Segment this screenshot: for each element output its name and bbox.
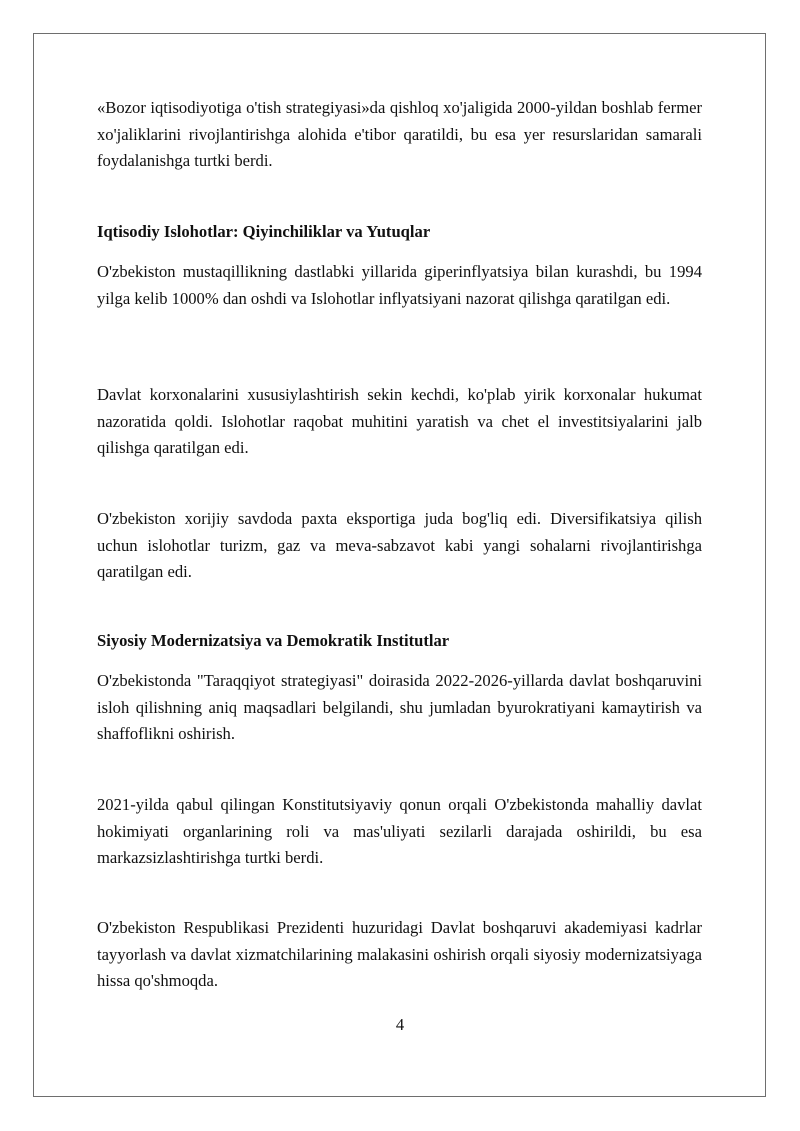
paragraph-public-administration-academy: O'zbekiston Respublikasi Prezidenti huzuridagi Davlat boshqaruvi akademiyasi kadrlar tayyorlash va davlat xizmatchilarining malakasini oshirish orqali siyosiy modernizatsiyaga hissa qo'shmoqda.: [97, 918, 702, 990]
paragraph-development-strategy: O'zbekistonda "Taraqqiyot strategiyasi" doirasida 2022-2026-yillarda davlat boshqaruvini isloh qilishning aniq maqsadlari belgilandi, shu jumladan byurokratiyani kamaytirish va shaffoflikni oshirish.: [97, 671, 702, 743]
paragraph-trade-diversification: O'zbekiston xorijiy savdoda paxta eksportiga juda bog'liq edi. Diversifikatsiya qilish uchun islohotlar turizm, gaz va meva-sabzavot kabi yangi sohalarni rivojlantirishga qaratilgan edi.: [97, 509, 702, 581]
heading-political-modernization: Siyosiy Modernizatsiya va Demokratik Institutlar: [97, 631, 450, 650]
paragraph-market-economy-strategy: «Bozor iqtisodiyotiga o'tish strategiyasi»da qishloq xo'jaligida 2000-yildan boshlab fermer xo'jaliklarini rivojlantirishga alohida e'tibor qaratildi, bu esa yer resurslaridan samarali foydalanishga turtki berdi.: [97, 98, 702, 170]
paragraph-privatization: Davlat korxonalarini xususiylashtirish sekin kechdi, ko'plab yirik korxonalar hukumat nazoratida qoldi. Islohotlar raqobat muhitini yaratish va chet el investitsiyalarini jalb qilishga qaratilgan edi.: [97, 385, 702, 457]
page-number: 4: [395, 1015, 405, 1034]
paragraph-hyperinflation: O'zbekiston mustaqillikning dastlabki yillarida giperinflyatsiya bilan kurashdi, bu 1994 yilga kelib 1000% dan oshdi va Islohotlar inflyatsiyani nazorat qilishga qaratilgan edi.: [97, 262, 702, 308]
heading-economic-reforms: Iqtisodiy Islohotlar: Qiyinchiliklar va Yutuqlar: [97, 222, 431, 241]
paragraph-constitutional-law: 2021-yilda qabul qilingan Konstitutsiyaviy qonun orqali O'zbekistonda mahalliy davlat hokimiyati organlarining roli va mas'uliyati sezilarli darajada oshirildi, bu esa markazsizlashtirishga turtki berdi.: [97, 795, 702, 867]
